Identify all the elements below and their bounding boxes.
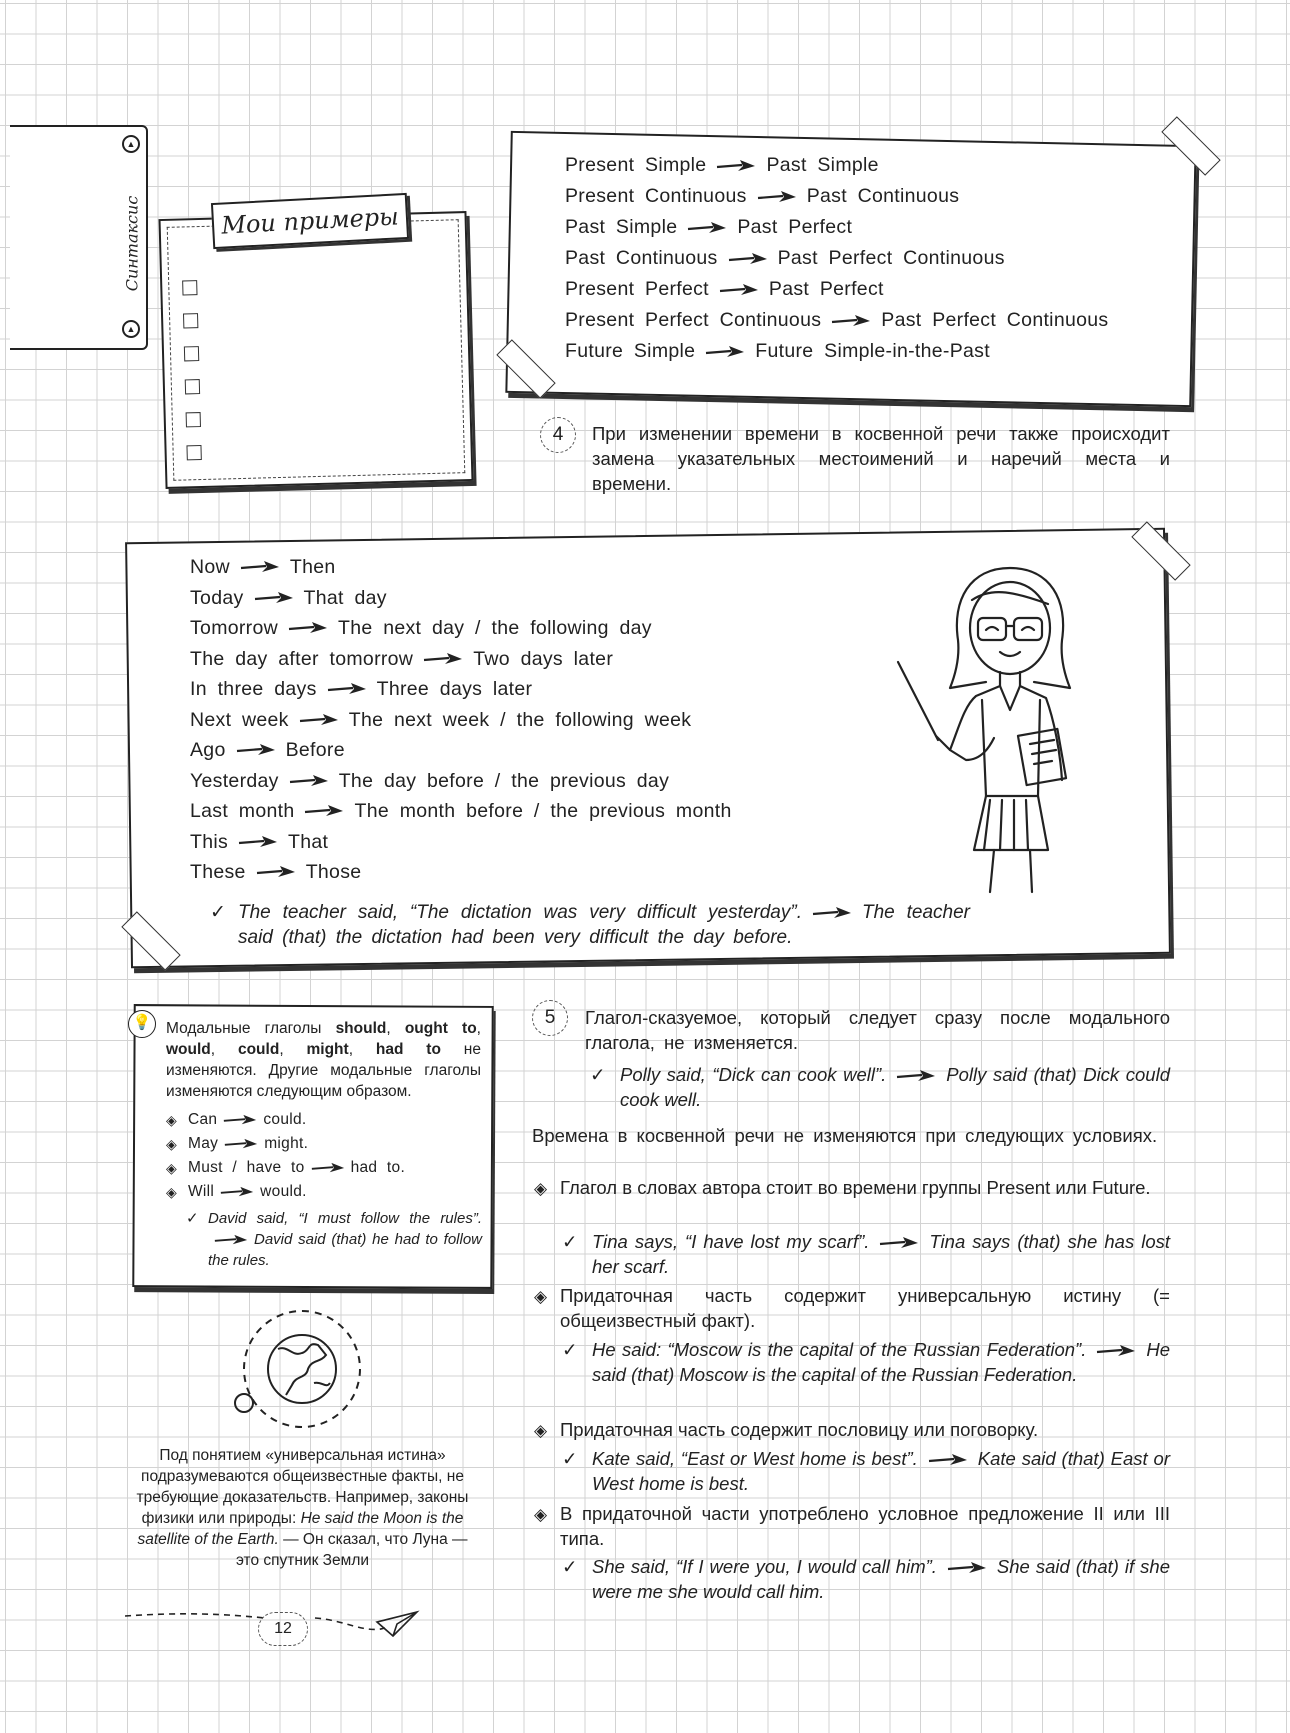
- tense-row: Present Perfect Continuous Past Perfect Continuous: [565, 309, 1109, 331]
- adverb-row: The day after tomorrow Two days later: [190, 647, 614, 670]
- tense-row: Past Continuous Past Perfect Continuous: [565, 247, 1005, 269]
- condition-item: ◈ В придаточной части употреблено условное предложение II или III типа.: [534, 1503, 1170, 1549]
- tense-shift-list: [565, 150, 1108, 367]
- arrow-icon: [256, 865, 296, 879]
- arrow-icon: [240, 560, 280, 574]
- arrow-icon: [223, 1113, 257, 1127]
- arrow-icon: [289, 774, 329, 788]
- rule-4-text: При изменении времени в косвенной речи также происходит замена указательных местоимений и наречий места и времени.: [592, 423, 1170, 494]
- arrow-icon: [304, 804, 344, 818]
- arrow-icon: [757, 190, 797, 204]
- arrow-icon: [716, 159, 756, 173]
- adverb-row: Ago Before: [190, 739, 345, 761]
- tense-row: Present Simple Past Simple: [565, 154, 879, 176]
- tense-row: Past Simple Past Perfect: [565, 216, 853, 238]
- arrow-icon: [928, 1453, 968, 1467]
- condition-example: ✓ He said: “Moscow is the capital of the Russian Federation”. He said (that) Moscow is the capital of the Russian Federation.: [562, 1339, 1170, 1385]
- modal-note-text: Модальные глаголы should, ought to, would, could, might, had to не изменяются. Другие модальные глаголы изменяются следующим образом.: [166, 1020, 481, 1100]
- arrow-icon: [728, 252, 768, 266]
- adverb-row: Today That day: [190, 586, 387, 609]
- arrow-icon: [254, 591, 294, 605]
- modal-item: ◈ Must / have to had to.: [166, 1159, 406, 1176]
- checkbox[interactable]: [186, 445, 201, 460]
- modal-verb-list: [166, 1108, 405, 1204]
- tab-bottom-icon: ▲: [122, 320, 140, 338]
- arrow-icon: [423, 652, 463, 666]
- checkbox[interactable]: [182, 280, 197, 295]
- modal-example: ✓ David said, “I must follow the rules”.David said (that) he had to follow the rules.: [186, 1210, 482, 1269]
- arrow-icon: [236, 743, 276, 757]
- arrow-icon: [238, 835, 278, 849]
- modal-item: ◈ May might.: [166, 1135, 309, 1152]
- arrow-icon: [299, 713, 339, 727]
- rule-5-text: Глагол-сказуемое, который следует сразу после модального глагола, не изменяется.: [585, 1007, 1170, 1053]
- arrow-icon: [220, 1185, 254, 1199]
- arrow-icon: [831, 314, 871, 328]
- checkbox[interactable]: [185, 379, 200, 394]
- condition-example: ✓ She said, “If I were you, I would call him”. She said (that) if she were me she would call him.: [562, 1556, 1171, 1602]
- modal-item: ◈ Will would.: [166, 1183, 307, 1200]
- condition-item: ◈ Придаточная часть содержит пословицу или поговорку.: [534, 1419, 1039, 1440]
- adverb-row: This That: [190, 830, 329, 853]
- page-number: 12: [258, 1612, 308, 1646]
- my-examples-card: [159, 211, 474, 489]
- arrow-icon: [719, 283, 759, 297]
- rule-number-5: 5: [532, 1000, 568, 1036]
- modal-item: ◈ Can could.: [166, 1111, 307, 1128]
- arrow-icon: [214, 1233, 248, 1247]
- adverb-row: Tomorrow The next day / the following day: [190, 617, 652, 639]
- arrow-icon: [687, 221, 727, 235]
- arrow-icon: [311, 1161, 345, 1175]
- adverb-row: Yesterday The day before / the previous day: [190, 769, 670, 792]
- rule-number-4: 4: [540, 417, 576, 453]
- tab-top-icon: ▲: [122, 135, 140, 153]
- adverb-row: Last month The month before / the previous month: [190, 800, 732, 822]
- arrow-icon: [1096, 1344, 1136, 1358]
- tense-row: Present Perfect Past Perfect: [565, 278, 884, 300]
- condition-item: ◈ Глагол в словах автора стоит во времени группы Present или Future.: [534, 1177, 1151, 1198]
- checkbox[interactable]: [183, 313, 198, 328]
- adverb-shift-list: [190, 552, 732, 888]
- adverb-row: These Those: [190, 861, 362, 883]
- arrow-icon: [896, 1069, 936, 1083]
- teacher-illustration: [890, 560, 1120, 895]
- globe-illustration: [230, 1305, 365, 1440]
- condition-example: ✓ Tina says, “I have lost my scarf”. Tina says (that) she has lost her scarf.: [562, 1231, 1171, 1277]
- condition-example: ✓ Kate said, “East or West home is best”. Kate said (that) East or West home is best.: [562, 1448, 1171, 1494]
- tense-row: Future Simple Future Simple-in-the-Past: [565, 340, 990, 362]
- tense-row: Present Continuous Past Continuous: [565, 185, 960, 207]
- rule-5-example: ✓ Polly said, “Dick can cook well”. Polly said (that) Dick could cook well.: [590, 1064, 1170, 1110]
- side-tab-label: Синтаксис: [122, 195, 142, 292]
- adverb-row: Next week The next week / the following week: [190, 708, 692, 731]
- adverb-row: Now Then: [190, 556, 336, 578]
- arrow-icon: [812, 906, 852, 920]
- arrow-icon: [224, 1137, 258, 1151]
- adverb-row: In three days Three days later: [190, 678, 533, 700]
- arrow-icon: [705, 345, 745, 359]
- arrow-icon: [288, 621, 328, 635]
- arrow-icon: [947, 1561, 987, 1575]
- no-change-intro: Времена в косвенной речи не изменяются при следующих условиях.: [532, 1125, 1158, 1146]
- universal-truth-note: Под понятием «универсальная истина» подразумеваются общеизвестные факты, не требующие доказательств. Например, законы физики или природы: He said the Moon is the satellite of the Earth. — Он сказал, что Луна — это спутник Земли: [136, 1447, 469, 1569]
- my-examples-title: Мои примеры: [220, 202, 400, 240]
- arrow-icon: [879, 1236, 919, 1250]
- arrow-icon: [327, 682, 367, 696]
- side-tab: [10, 125, 148, 350]
- my-examples-title-badge: [211, 193, 409, 249]
- condition-item: ◈ Придаточная часть содержит универсальную истину (= общеизвестный факт).: [534, 1285, 1170, 1331]
- lightbulb-icon: 💡: [128, 1010, 156, 1038]
- checkbox[interactable]: [186, 412, 201, 427]
- checkbox[interactable]: [184, 346, 199, 361]
- adverb-example: ✓ The teacher said, “The dictation was very difficult yesterday”. The teacher said (that) the dictation had been very difficult the day before.: [210, 902, 970, 948]
